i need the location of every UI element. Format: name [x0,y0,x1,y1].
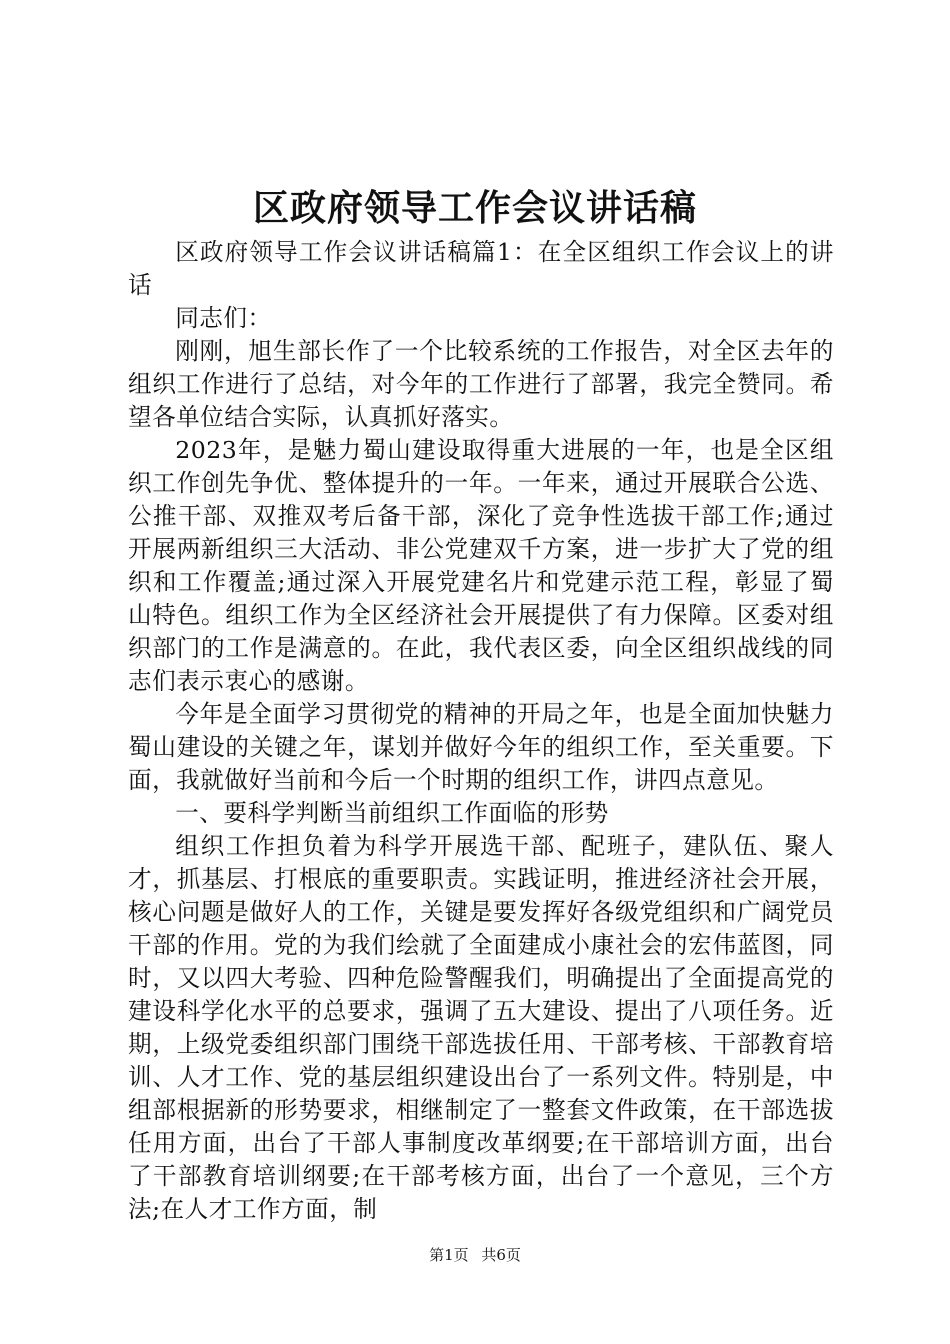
paragraph-review: 2023年，是魅力蜀山建设取得重大进展的一年，也是全区组织工作创先争优、整体提升的一年。一年来，通过开展联合公选、公推干部、双推双考后备干部，深化了竞争性选拔干部工作;通过开展两新组织三大活动、非公党建双千方案，进一步扩大了党的组织和工作覆盖;通过深入开展党建名片和党建示范工程，彰显了蜀山特色。组织工作为全区经济社会开展提供了有力保障。区委对组织部门的工作是满意的。在此，我代表区委，向全区组织战线的同志们表示衷心的感谢。 [128,436,834,695]
paragraph-outlook: 今年是全面学习贯彻党的精神的开局之年，也是全面加快魅力蜀山建设的关键之年，谋划并做好今年的组织工作，至关重要。下面，我就做好当前和今后一个时期的组织工作，讲四点意见。 [128,700,834,794]
page-number: 第1页 [429,1246,469,1264]
page-footer [0,1245,950,1265]
section-heading-one: 一、要科学判断当前组织工作面临的形势 [175,799,609,827]
paragraph-salutation: 同志们： [175,304,272,332]
paragraph-section-one: 组织工作担负着为科学开展选干部、配班子，建队伍、聚人才，抓基层、打根底的重要职责。实践证明，推进经济社会开展，核心问题是做好人的工作，关键是要发挥好各级党组织和广阔党员干部的作用。党的为我们绘就了全面建成小康社会的宏伟蓝图，同时，又以四大考验、四种危险警醒我们，明确提出了全面提高党的建设科学化水平的总要求，强调了五大建设、提出了八项任务。近期，上级党委组织部门围绕干部选拔任用、干部考核、干部教育培训、人才工作、党的基层组织建设出台了一系列文件。特别是，中组部根据新的形势要求，相继制定了一整套文件政策，在干部选拔任用方面，出台了干部人事制度改革纲要;在干部培训方面，出台了干部教育培训纲要;在干部考核方面，出台了一个意见，三个方法;在人才工作方面，制 [128,832,834,1223]
paragraph-heading-subtitle: 区政府领导工作会议讲话稿篇1：在全区组织工作会议上的讲话 [128,238,834,299]
page-total: 共6页 [481,1246,521,1264]
paragraph-intro: 刚刚，旭生部长作了一个比较系统的工作报告，对全区去年的组织工作进行了总结，对今年的工作进行了部署，我完全赞同。希望各单位结合实际，认真抓好落实。 [128,337,834,431]
document-body [128,236,834,1226]
document-title: 区政府领导工作会议讲话稿 [252,187,697,229]
